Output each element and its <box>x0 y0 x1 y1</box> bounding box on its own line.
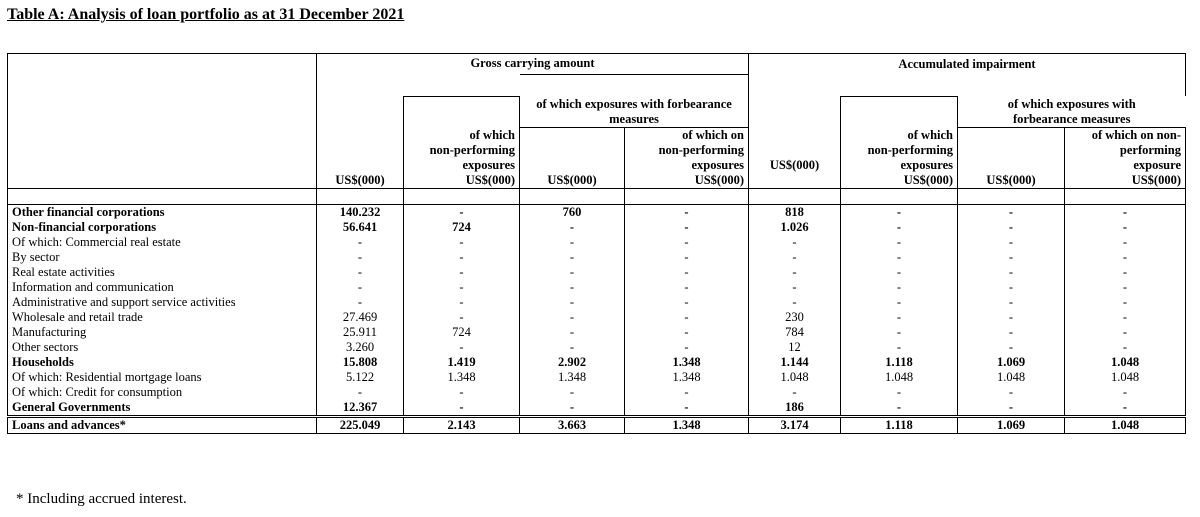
total-value: 3.174 <box>749 416 841 433</box>
total-label: Loans and advances* <box>8 416 317 433</box>
cell-value: - <box>1065 400 1186 417</box>
total-value: 1.118 <box>841 416 958 433</box>
cell-value: - <box>520 250 625 265</box>
cell-value: - <box>749 250 841 265</box>
cell-value: - <box>1065 340 1186 355</box>
row-label: Other sectors <box>8 340 317 355</box>
cell-value: - <box>520 325 625 340</box>
cell-value: - <box>520 400 625 417</box>
cell-value: - <box>1065 280 1186 295</box>
total-value: 1.348 <box>625 416 749 433</box>
cell-value: - <box>520 235 625 250</box>
row-label: Wholesale and retail trade <box>8 310 317 325</box>
cell-value: - <box>520 385 625 400</box>
cell-value: - <box>958 265 1065 280</box>
cell-value: 25.911 <box>317 325 404 340</box>
cell-value: - <box>841 280 958 295</box>
cell-value: - <box>958 280 1065 295</box>
cell-value: - <box>749 280 841 295</box>
cell-value: - <box>404 204 520 220</box>
header-forbearance-gross-2: measures <box>520 112 749 128</box>
table-row <box>8 295 1186 310</box>
cell-value: - <box>841 265 958 280</box>
cell-value: - <box>404 295 520 310</box>
cell-value: 1.048 <box>1065 370 1186 385</box>
cell-value: - <box>625 235 749 250</box>
cell-value: - <box>625 310 749 325</box>
row-label: General Governments <box>8 400 317 417</box>
cell-value: - <box>404 250 520 265</box>
cell-value: - <box>749 235 841 250</box>
cell-value: - <box>749 265 841 280</box>
cell-value: - <box>520 280 625 295</box>
table-row <box>8 220 1186 235</box>
row-label: By sector <box>8 250 317 265</box>
cell-value: - <box>520 295 625 310</box>
footnote: * Including accrued interest. <box>16 491 187 507</box>
cell-value: - <box>1065 265 1186 280</box>
cell-value: - <box>958 250 1065 265</box>
cell-value: - <box>749 385 841 400</box>
cell-value: - <box>749 295 841 310</box>
cell-value: 1.118 <box>841 355 958 370</box>
table-row <box>8 400 1186 417</box>
row-label: Of which: Residential mortgage loans <box>8 370 317 385</box>
total-value: 225.049 <box>317 416 404 433</box>
cell-value: - <box>1065 310 1186 325</box>
cell-value: - <box>1065 250 1186 265</box>
cell-value: - <box>1065 295 1186 310</box>
total-value: 3.663 <box>520 416 625 433</box>
cell-value: - <box>841 385 958 400</box>
cell-value: - <box>841 220 958 235</box>
table-row <box>8 385 1186 400</box>
row-label: Of which: Credit for consumption <box>8 385 317 400</box>
cell-value: 140.232 <box>317 204 404 220</box>
cell-value: 27.469 <box>317 310 404 325</box>
cell-value: - <box>841 340 958 355</box>
cell-value: - <box>1065 220 1186 235</box>
cell-value: 784 <box>749 325 841 340</box>
cell-value: - <box>958 220 1065 235</box>
table-header: Gross carrying amount Accumulated impairment of which exposures with forbearance of which exposures with measures forbearance measures of which of which on of which of which on non- non-performing non-performing non-performing performing exposures exposures US$(000) exposures exposure US$(000) US$(000) US$(000) US$(000) US$(000) US$(000) US$(000) <box>8 54 1186 205</box>
cell-value: - <box>317 385 404 400</box>
cell-value: 15.808 <box>317 355 404 370</box>
row-label: Households <box>8 355 317 370</box>
cell-value: - <box>520 340 625 355</box>
cell-value: 1.069 <box>958 355 1065 370</box>
cell-value: 56.641 <box>317 220 404 235</box>
table-row <box>8 340 1186 355</box>
cell-value: - <box>317 250 404 265</box>
cell-value: - <box>317 280 404 295</box>
cell-value: - <box>958 235 1065 250</box>
cell-value: - <box>520 220 625 235</box>
cell-value: - <box>625 250 749 265</box>
cell-value: - <box>958 385 1065 400</box>
table-row <box>8 250 1186 265</box>
cell-value: 1.348 <box>625 355 749 370</box>
cell-value: 12 <box>749 340 841 355</box>
table-row <box>8 280 1186 295</box>
cell-value: 760 <box>520 204 625 220</box>
cell-value: - <box>404 400 520 417</box>
row-label: Administrative and support service activities <box>8 295 317 310</box>
header-impairment: Accumulated impairment <box>749 54 1186 75</box>
cell-value: - <box>958 340 1065 355</box>
row-label: Other financial corporations <box>8 204 317 220</box>
cell-value: - <box>625 385 749 400</box>
cell-value: - <box>841 400 958 417</box>
cell-value: - <box>404 265 520 280</box>
cell-value: 1.048 <box>841 370 958 385</box>
table-row <box>8 235 1186 250</box>
cell-value: - <box>841 310 958 325</box>
cell-value: - <box>625 280 749 295</box>
header-forbearance-impair: of which exposures with <box>1007 96 1136 111</box>
cell-value: - <box>404 280 520 295</box>
table-body <box>8 204 1186 416</box>
table-row <box>8 310 1186 325</box>
table-total <box>8 416 1186 433</box>
header-gross: Gross carrying amount <box>317 54 749 75</box>
cell-value: 230 <box>749 310 841 325</box>
cell-value: 186 <box>749 400 841 417</box>
cell-value: - <box>841 204 958 220</box>
cell-value: - <box>404 235 520 250</box>
cell-value: - <box>958 400 1065 417</box>
cell-value: - <box>625 295 749 310</box>
cell-value: - <box>520 265 625 280</box>
table-title: Table A: Analysis of loan portfolio as at 31 December 2021 <box>7 6 405 23</box>
header-forbearance-impair-2: forbearance measures <box>958 112 1186 128</box>
header-forbearance-gross: of which exposures with forbearance <box>536 96 732 111</box>
cell-value: - <box>958 295 1065 310</box>
cell-value: - <box>841 235 958 250</box>
cell-value: - <box>841 325 958 340</box>
row-label: Information and communication <box>8 280 317 295</box>
cell-value: 1.048 <box>958 370 1065 385</box>
cell-value: - <box>404 310 520 325</box>
total-row <box>8 416 1186 433</box>
cell-value: - <box>625 400 749 417</box>
cell-value: - <box>841 250 958 265</box>
cell-value: 724 <box>404 220 520 235</box>
cell-value: 5.122 <box>317 370 404 385</box>
cell-value: 1.348 <box>404 370 520 385</box>
cell-value: 1.348 <box>625 370 749 385</box>
cell-value: - <box>317 295 404 310</box>
cell-value: - <box>625 204 749 220</box>
cell-value: - <box>520 310 625 325</box>
cell-value: - <box>317 235 404 250</box>
cell-value: - <box>1065 385 1186 400</box>
cell-value: - <box>404 340 520 355</box>
cell-value: - <box>625 340 749 355</box>
cell-value: 1.144 <box>749 355 841 370</box>
cell-value: - <box>841 295 958 310</box>
total-value: 1.048 <box>1065 416 1186 433</box>
cell-value: 818 <box>749 204 841 220</box>
cell-value: 3.260 <box>317 340 404 355</box>
cell-value: 2.902 <box>520 355 625 370</box>
row-label: Manufacturing <box>8 325 317 340</box>
cell-value: 1.048 <box>1065 355 1186 370</box>
cell-value: - <box>404 385 520 400</box>
table-row <box>8 325 1186 340</box>
table-row <box>8 355 1186 370</box>
cell-value: 1.048 <box>749 370 841 385</box>
row-label: Real estate activities <box>8 265 317 280</box>
cell-value: - <box>1065 204 1186 220</box>
total-value: 1.069 <box>958 416 1065 433</box>
cell-value: 724 <box>404 325 520 340</box>
cell-value: - <box>958 325 1065 340</box>
table-row <box>8 204 1186 220</box>
cell-value: - <box>625 325 749 340</box>
loan-portfolio-table <box>7 53 1186 434</box>
cell-value: - <box>958 204 1065 220</box>
cell-value: - <box>317 265 404 280</box>
table-row <box>8 370 1186 385</box>
cell-value: - <box>1065 325 1186 340</box>
cell-value: - <box>625 265 749 280</box>
row-label: Of which: Commercial real estate <box>8 235 317 250</box>
cell-value: - <box>958 310 1065 325</box>
table-row <box>8 265 1186 280</box>
cell-value: 1.026 <box>749 220 841 235</box>
cell-value: - <box>1065 235 1186 250</box>
total-value: 2.143 <box>404 416 520 433</box>
row-label: Non-financial corporations <box>8 220 317 235</box>
cell-value: 1.419 <box>404 355 520 370</box>
cell-value: 1.348 <box>520 370 625 385</box>
cell-value: - <box>625 220 749 235</box>
cell-value: 12.367 <box>317 400 404 417</box>
